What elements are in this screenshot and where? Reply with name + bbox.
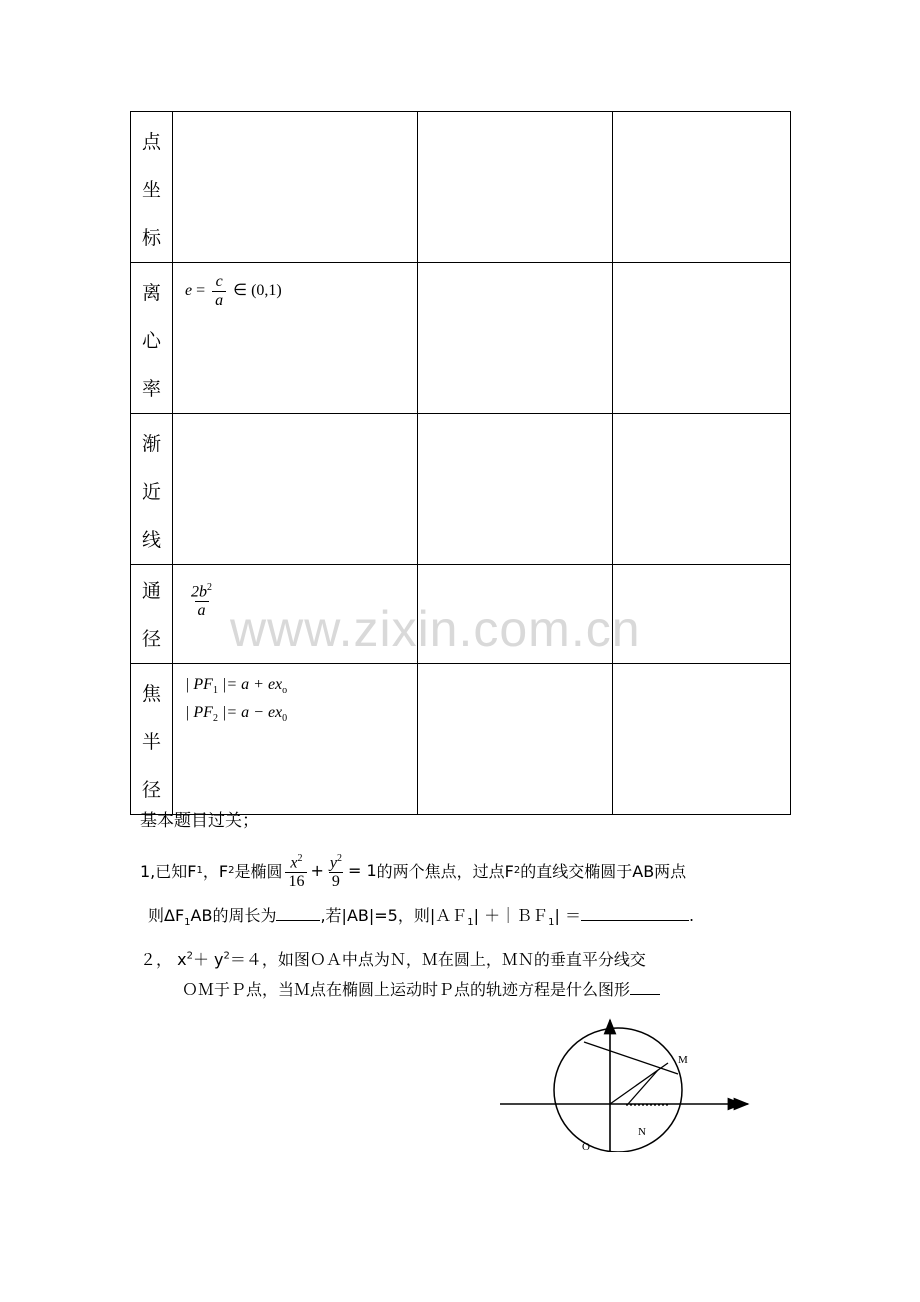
row-label-char: 焦 [141, 683, 161, 705]
ellipse-y-term: $\frac{y^2}{9}$ [329, 853, 342, 891]
eccentricity-lhs: e [185, 282, 193, 300]
row-label-char: 径 [141, 779, 161, 801]
row-label-char: 心 [141, 330, 161, 352]
table-cell [418, 414, 613, 565]
ellipse-figure [490, 1010, 752, 1152]
eccentricity-range: ∈ (0,1) [233, 282, 282, 300]
answer-blank-trajectory[interactable] [630, 980, 660, 995]
focal-radius-line-2: | $PF_2$ |= $a - ex_0$ [185, 704, 288, 725]
point-label-m: M [678, 1054, 688, 1066]
eccentricity-formula-cell [173, 263, 418, 414]
row-label-char: 径 [141, 628, 161, 650]
eccentricity-fraction [212, 273, 226, 310]
question-2-line-2: ＯＭ于Ｐ点，当Ｍ点在椭圆上运动时Ｐ点的轨迹方程是什么图形 [182, 977, 660, 1000]
ellipse-x-term: $\frac{x^2}{16}$ [285, 850, 307, 891]
row-label-point-coordinates [131, 112, 173, 263]
table-cell [173, 112, 418, 263]
section-title: 基本题目过关； [140, 811, 259, 831]
table-cell [613, 664, 791, 815]
row-label-focal-radius [131, 664, 173, 815]
table-row-focal-radius [131, 664, 791, 815]
eccentricity-equals: = [196, 282, 206, 300]
answer-blank-sum[interactable] [581, 906, 689, 921]
fraction-denominator: a [212, 291, 226, 310]
row-label-char: 离 [141, 282, 161, 304]
table-row-asymptote [131, 414, 791, 565]
row-label-char: 通 [141, 580, 161, 602]
question-1-line-2: 则$\Delta F_1AB$的周长为 ,若|AB|=5，则|ＡＦ$_1$| ＋｜ＢＦ$_1$| ＝ . [148, 906, 695, 929]
row-label-char: 率 [141, 378, 161, 400]
table-row-eccentricity [131, 263, 791, 414]
table-cell [613, 263, 791, 414]
watermark-text: www.zixin.com.cn [230, 601, 641, 657]
table-cell [613, 112, 791, 263]
row-label-char: 渐 [141, 433, 161, 455]
point-label-o: O [582, 1141, 590, 1152]
row-label-latus-rectum [131, 565, 173, 664]
row-label-char: 坐 [141, 179, 161, 201]
table-cell [173, 414, 418, 565]
row-label-asymptote [131, 414, 173, 565]
question-1-line-1: 1,已知F 1 ，F 2 是椭圆 $\frac{x^2}{16}$ + $\frac{y^2}{9}$ = 1 的两个焦点，过点F 2 的直线交椭圆于AB两点 [140, 850, 686, 891]
point-label-n: N [638, 1126, 646, 1138]
row-label-char: 标 [141, 227, 161, 249]
segment-om [610, 1063, 668, 1104]
table-cell [418, 263, 613, 414]
row-label-char: 半 [141, 731, 161, 753]
latus-rectum-fraction [188, 579, 215, 620]
question-2-line-1: ２， $x^2+ y^2=4$，如图ＯＡ中点为Ｎ，Ｍ在圆上，ＭＮ的垂直平分线交 [140, 950, 646, 969]
row-label-eccentricity [131, 263, 173, 414]
table-row-point-coordinates [131, 112, 791, 263]
fraction-denominator: a [195, 601, 209, 620]
row-label-char: 点 [141, 131, 161, 153]
ellipse-curve [554, 1028, 682, 1152]
fraction-numerator: $2b^2$ [191, 582, 212, 601]
table-cell [613, 414, 791, 565]
conic-property-table [130, 111, 791, 815]
focal-radius-formula-cell [173, 664, 418, 815]
answer-blank-perimeter[interactable] [276, 906, 320, 921]
segment-mn [628, 1070, 658, 1104]
focal-radius-line-1: | $PF_1$ |= $a + ex_o$ [185, 676, 288, 697]
fraction-numerator: c [215, 273, 223, 290]
row-label-char: 近 [141, 481, 161, 503]
row-label-char: 线 [141, 529, 161, 551]
table-cell [418, 664, 613, 815]
table-cell [418, 112, 613, 263]
